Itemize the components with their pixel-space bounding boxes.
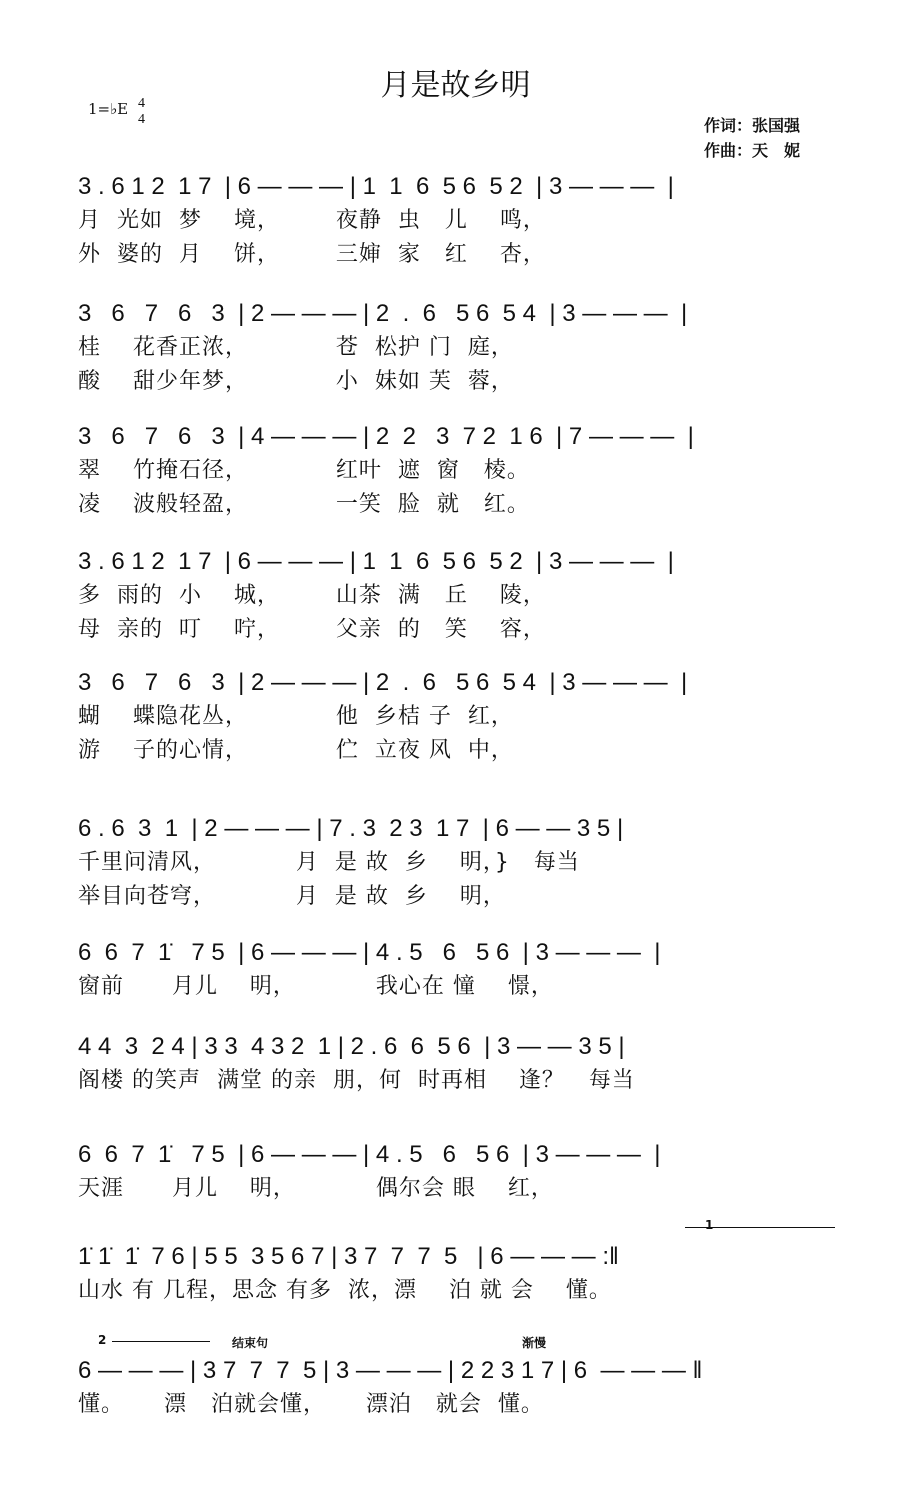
- ritardando-mark: 渐慢: [522, 1336, 547, 1350]
- ending-mark: 结束句: [232, 1336, 269, 1350]
- volta-2-bracket: [112, 1341, 210, 1342]
- score-system: [78, 1240, 858, 1308]
- composer: 作曲：天 妮: [704, 141, 801, 160]
- lyric-line: 外 婆的 月 饼， 三婶 家 红 杏，: [78, 242, 546, 267]
- notation-line: 6 6 7 1̇ 7 5 | 6 — — — | 4 . 5 6 5 6 | 3 — — — |: [78, 939, 661, 966]
- lyric-line: 游 子的心情， 伫 立夜 风 中，: [78, 738, 514, 763]
- notation-line: 6 . 6 3 1 | 2 — — — | 7 . 3 2 3 1 7 | 6 — — 3 5 |: [78, 815, 624, 842]
- lyric-line: 千里问清风， 月 是 故 乡 明，} 每当: [78, 850, 580, 875]
- score-system: [78, 1138, 858, 1206]
- meter-bottom: 4: [138, 112, 145, 127]
- lyric-line: 酸 甜少年梦， 小 妹如 芙 蓉，: [78, 369, 514, 394]
- lyric-line: 山水 有 几程，思念 有多 浓，漂 泊 就 会 懂。: [78, 1278, 612, 1303]
- score-system: [78, 1030, 858, 1098]
- score-system: [78, 545, 858, 647]
- volta-1-label: 1: [705, 1218, 714, 1232]
- lyric-line: 月 光如 梦 境， 夜静 虫 儿 鸣，: [78, 208, 546, 233]
- notation-line: 6 — — — | 3 7 7 7 5 | 3 — — — | 2 2 3 1 7 | 6 — — — ‖: [78, 1357, 703, 1384]
- lyric-line: 桂 花香正浓， 苍 松护 门 庭，: [78, 335, 514, 360]
- score-system: [78, 420, 858, 522]
- lyric-line: 翠 竹掩石径， 红叶 遮 窗 棱。: [78, 458, 530, 483]
- notation-line: 3 . 6 1 2 1 7 | 6 — — — | 1 1 6 5 6 5 2 | 3 — — — |: [78, 173, 674, 200]
- lyric-line: 母 亲的 叮 咛， 父亲 的 笑 容，: [78, 617, 546, 642]
- lyric-line: 阁楼 的笑声 满堂 的亲 朋，何 时再相 逢？ 每当: [78, 1068, 635, 1093]
- notation-line: 1̇ 1̇ 1̇ 7 6 | 5 5 3 5 6 7 | 3 7 7 7 5 | 6 — — — :‖: [78, 1243, 619, 1270]
- lyric-line: 凌 波般轻盈， 一笑 脸 就 红。: [78, 492, 530, 517]
- song-title: 月是故乡明: [380, 68, 531, 103]
- lyric-line: 天涯 月儿 明， 偶尔会 眼 红，: [78, 1176, 554, 1201]
- score-system: [78, 297, 858, 399]
- meter-top: 4: [138, 96, 145, 111]
- lyric-line: 多 雨的 小 城， 山茶 满 丘 陵，: [78, 583, 546, 608]
- lyric-line: 窗前 月儿 明， 我心在 憧 憬，: [78, 974, 554, 999]
- notation-line: 3 . 6 1 2 1 7 | 6 — — — | 1 1 6 5 6 5 2 | 3 — — — |: [78, 548, 674, 575]
- notation-line: 4 4 3 2 4 | 3 3 4 3 2 1 | 2 . 6 6 5 6 | 3 — — 3 5 |: [78, 1033, 625, 1060]
- score-system: [78, 666, 858, 768]
- volta-1-bracket: [685, 1227, 835, 1228]
- time-signature: [138, 96, 145, 128]
- volta-2-label: 2: [98, 1333, 107, 1347]
- lyric-line: 懂。 漂 泊就会懂， 漂泊 就会 懂。: [78, 1392, 544, 1417]
- score-system: [78, 170, 858, 272]
- notation-line: 3 6 7 6 3 | 4 — — — | 2 2 3 7 2 1 6 | 7 — — — |: [78, 423, 694, 450]
- notation-line: 6 6 7 1̇ 7 5 | 6 — — — | 4 . 5 6 5 6 | 3 — — — |: [78, 1141, 661, 1168]
- lyric-line: 蝴 蝶隐花丛， 他 乡桔 子 红，: [78, 704, 514, 729]
- score-system: [78, 812, 858, 914]
- lyric-line: 举目向苍穹， 月 是 故 乡 明，: [78, 884, 506, 909]
- notation-line: 3 6 7 6 3 | 2 — — — | 2 . 6 5 6 5 4 | 3 — — — |: [78, 300, 688, 327]
- lyricist: 作词：张国强: [704, 116, 801, 135]
- key-signature: 1=♭E: [88, 100, 129, 118]
- score-system: [78, 1354, 858, 1422]
- notation-line: 3 6 7 6 3 | 2 — — — | 2 . 6 5 6 5 4 | 3 — — — |: [78, 669, 688, 696]
- score-system: [78, 936, 858, 1004]
